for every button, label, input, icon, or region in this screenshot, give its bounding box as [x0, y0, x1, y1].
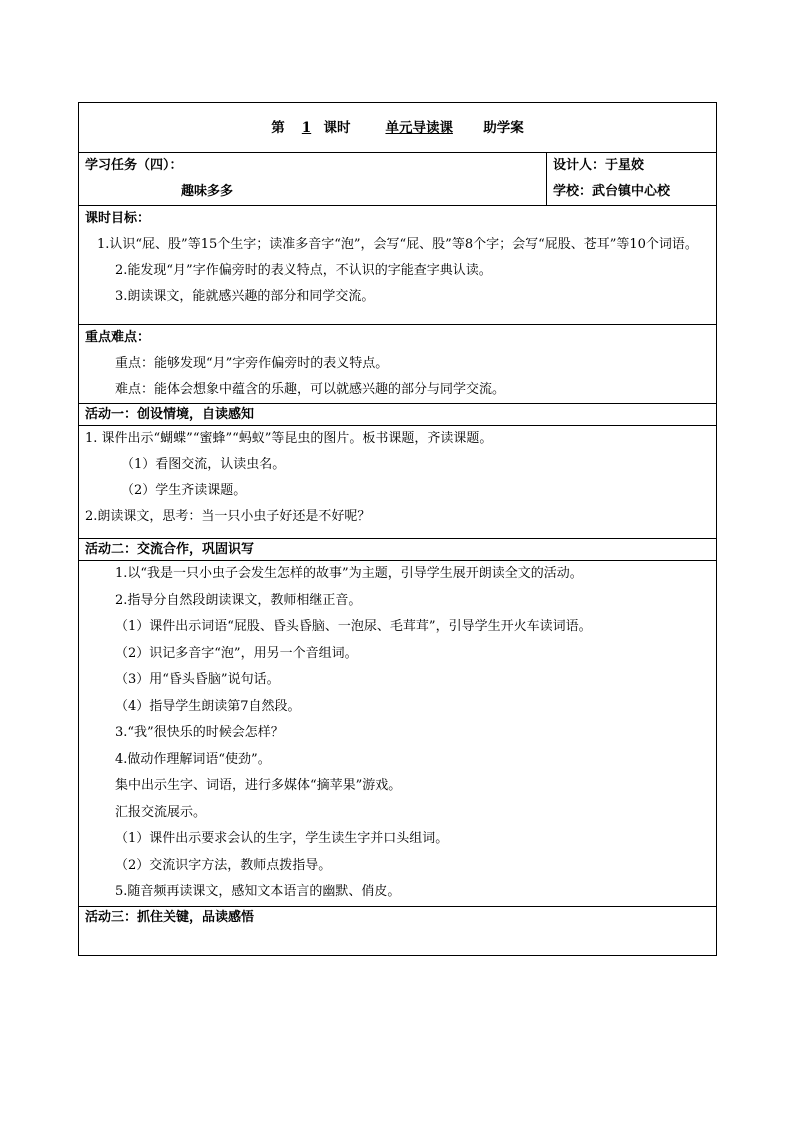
task-row: [79, 153, 717, 206]
activity2-item: （1）课件出示要求会认的生字，学生读生字并口头组词。: [115, 831, 449, 846]
objectives-cell: [79, 206, 717, 325]
objectives-row: [79, 206, 717, 325]
activity2-row: [79, 561, 717, 907]
activity2-item: 2.指导分自然段朗读课文，教师相继正音。: [115, 592, 362, 608]
activity2-item: 3.“我”很快乐的时候会怎样？: [115, 725, 284, 740]
school: 学校：武台镇中心校: [553, 184, 671, 199]
activity2-item: （2）识记多音字“泡”，用另一个音组词。: [115, 645, 358, 661]
activity2-item: 5.随音频再读课文，感知文本语言的幽默、俏皮。: [115, 884, 401, 899]
difficult-point: 难点：能体会想象中蕴含的乐趣，可以就感兴趣的部分与同学交流。: [115, 382, 506, 397]
keypoints-heading: 重点难点：: [85, 330, 151, 345]
task-name: 趣味多多: [181, 184, 234, 199]
designer: 设计人：于星姣: [553, 158, 645, 173]
keypoints-row: [79, 325, 717, 404]
activity3-cell: [79, 906, 717, 955]
objective-item: 1.认识“屁、股”等15个生字；读准多音字“泡”，会写“屁、股”等8个字；会写“屁股、苍耳”等10个词语。: [97, 237, 698, 252]
activity3-row: [79, 906, 717, 955]
author-cell: [547, 153, 717, 206]
activity1-item: （1）看图交流，认读虫名。: [121, 457, 286, 472]
title-prefix: 第: [271, 119, 285, 136]
objectives-heading: 课时目标：: [85, 211, 151, 226]
activity2-cell: [79, 561, 717, 907]
activity2-item: （4）指导学生朗读第7自然段。: [115, 698, 301, 714]
activity1-item: 2.朗读课文，思考：当一只小虫子好还是不好呢？: [85, 509, 371, 524]
activity2-item: （1）课件出示词语“屁股、昏头昏脑、一泡尿、毛茸茸”，引导学生开火车读词语。: [115, 619, 592, 634]
activity2-heading: 活动二：交流合作，巩固识写: [79, 539, 717, 561]
activity2-item: 4.做动作理解词语“使劲”。: [115, 751, 271, 767]
keypoints-cell: [79, 325, 717, 404]
activity1-item: （2）学生齐读课题。: [121, 483, 247, 498]
lesson-type: 单元导读课: [385, 119, 453, 136]
worksheet-table: [78, 102, 717, 956]
title-suffix: 助学案: [483, 119, 524, 136]
lesson-number: 1: [301, 119, 312, 136]
lesson-unit: 课时: [323, 119, 351, 136]
key-point: 重点：能够发现“月”字旁作偏旁时的表义特点。: [115, 356, 389, 371]
objective-item: 3.朗读课文，能就感兴趣的部分和同学交流。: [115, 289, 375, 304]
activity1-row: [79, 426, 717, 539]
activity1-item: 1. 课件出示“蝴蝶”“蜜蜂”“蚂蚁”等昆虫的图片。板书课题，齐读课题。: [85, 431, 493, 446]
worksheet: [78, 102, 716, 956]
activity1-heading-row: [79, 404, 717, 426]
task-cell: [79, 153, 547, 206]
activity2-item: 集中出示生字、词语，进行多媒体“摘苹果”游戏。: [115, 778, 402, 793]
activity2-item: 汇报交流展示。: [115, 804, 207, 820]
activity2-item: 1.以“我是一只小虫子会发生怎样的故事”为主题，引导学生展开朗读全文的活动。: [115, 566, 583, 581]
activity2-item: （2）交流识字方法，教师点拨指导。: [115, 857, 332, 873]
activity1-cell: [79, 426, 717, 539]
page-title: [79, 103, 717, 153]
activity2-item: （3）用“昏头昏脑”说句话。: [115, 672, 280, 687]
activity3-heading: 活动三：抓住关键，品读感悟: [85, 909, 255, 925]
task-label: 学习任务（四）：: [85, 158, 183, 173]
activity2-heading-row: [79, 539, 717, 561]
activity1-heading: 活动一：创设情境，自读感知: [79, 404, 717, 426]
title-row: [79, 103, 717, 153]
objective-item: 2.能发现“月”字作偏旁时的表义特点，不认识的字能查字典认读。: [115, 263, 492, 278]
